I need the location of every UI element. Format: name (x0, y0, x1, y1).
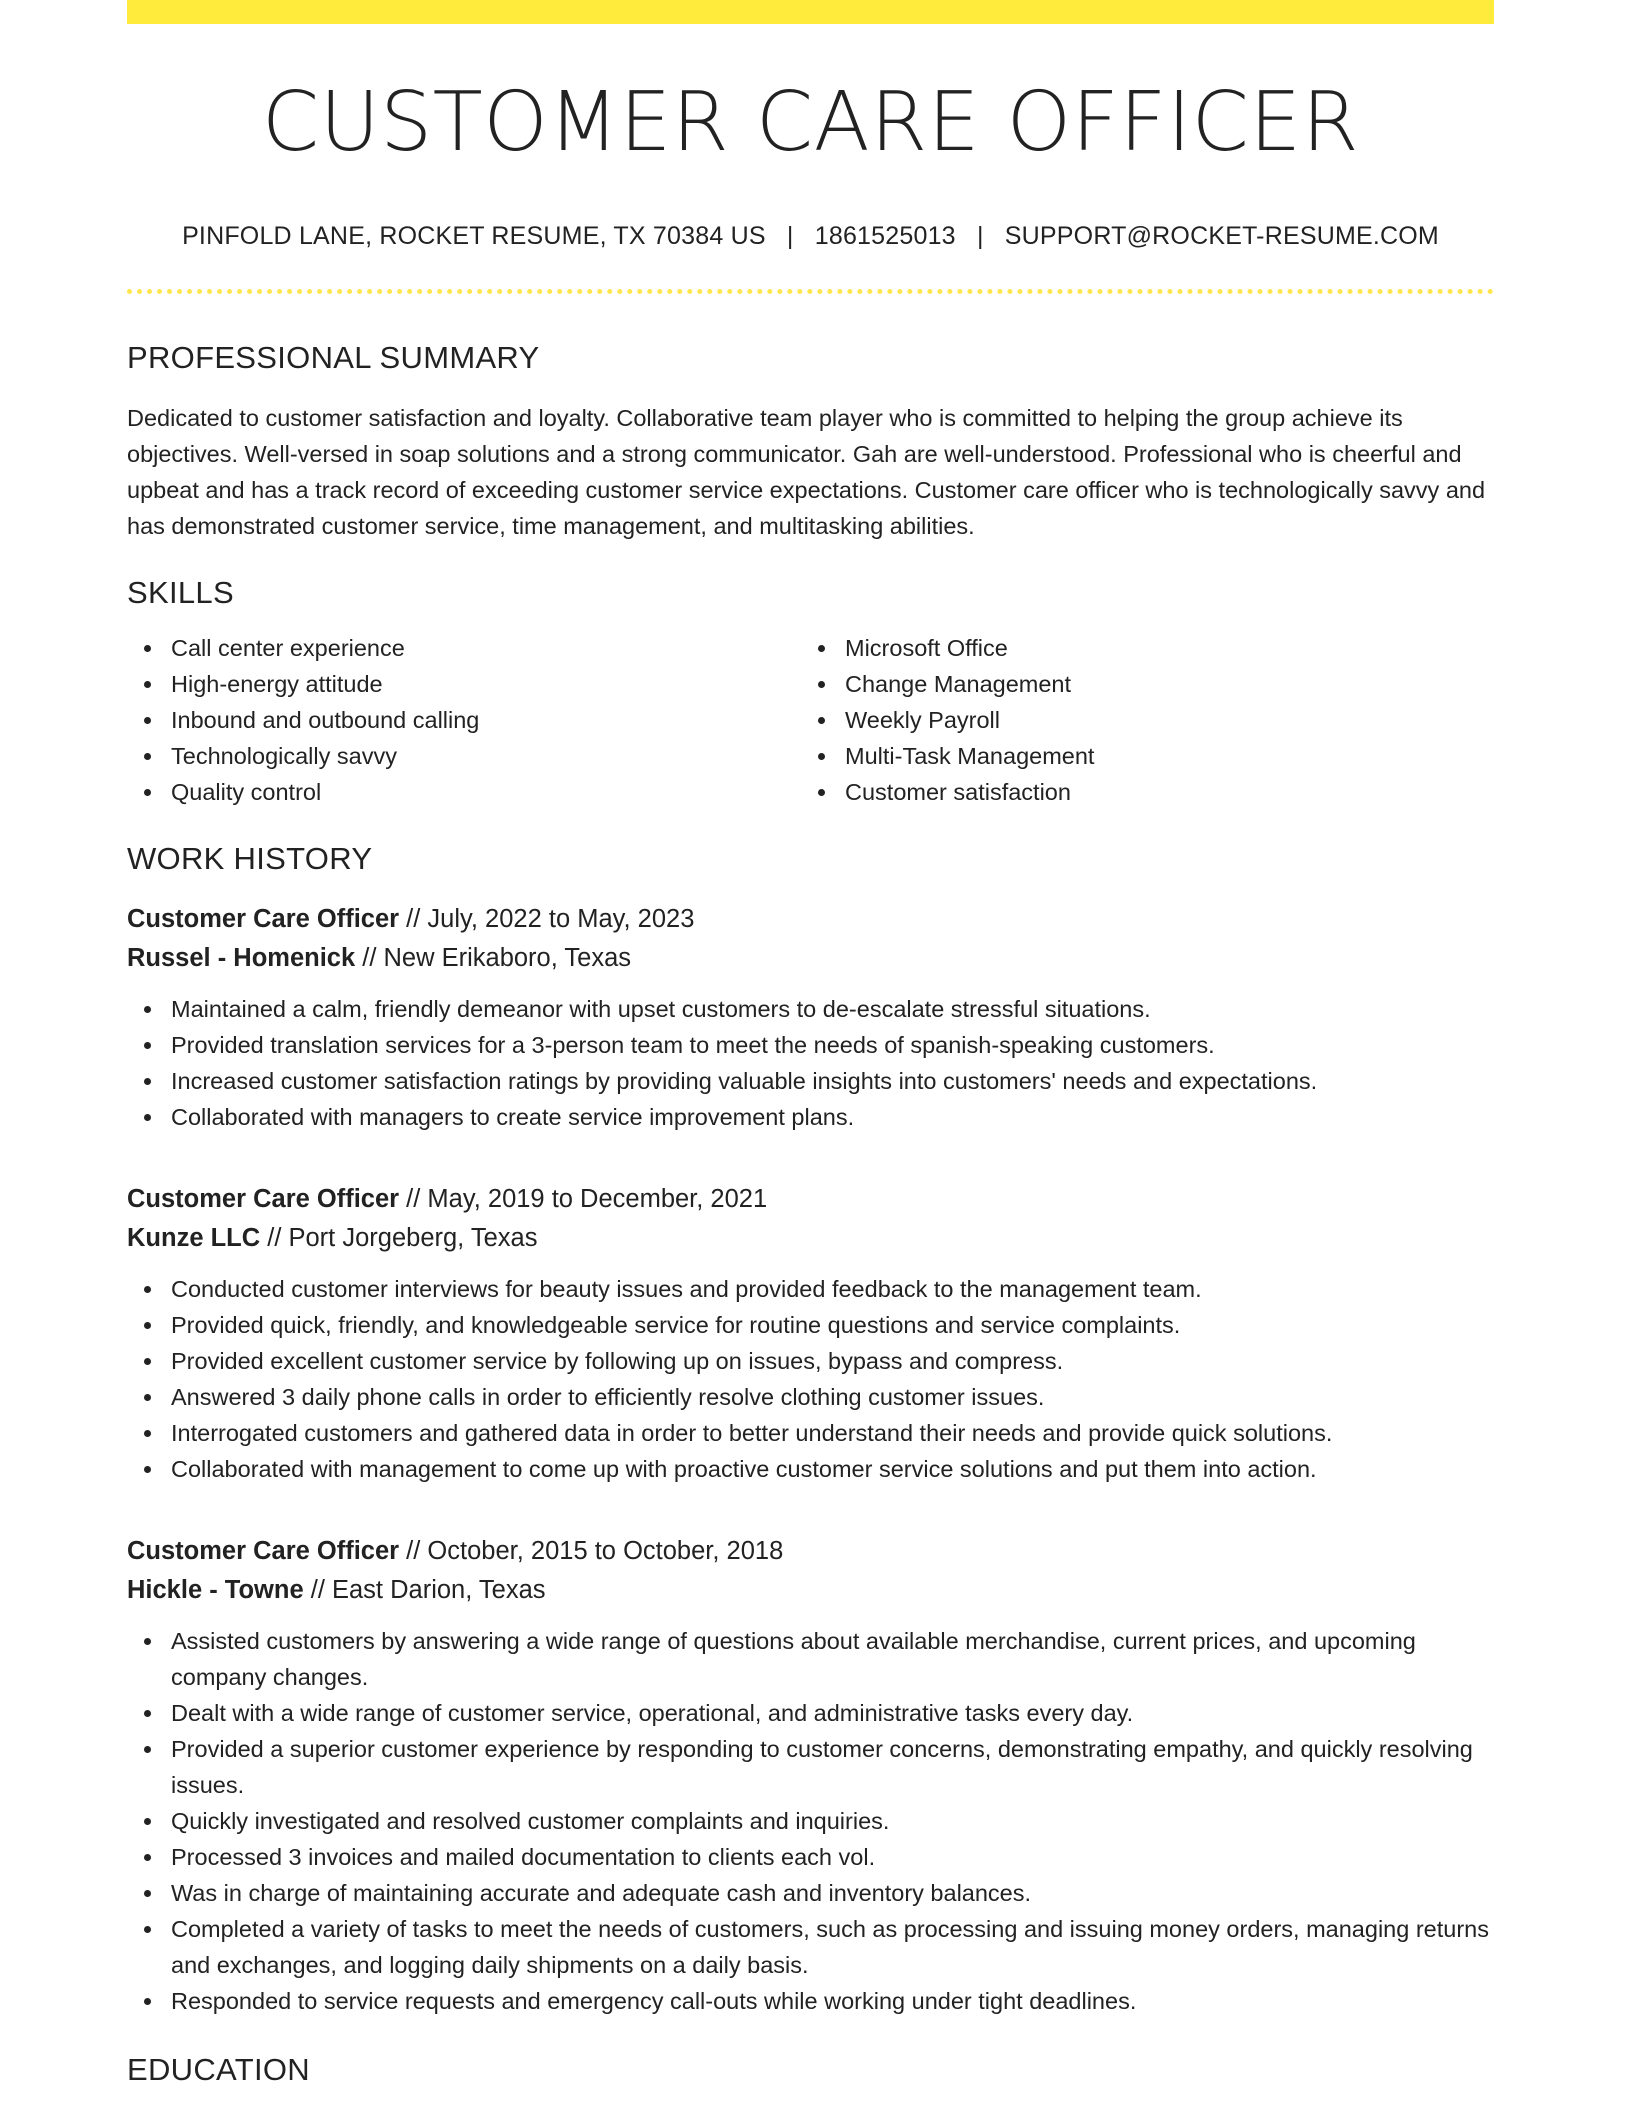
job-bullet: Increased customer satisfaction ratings by providing valuable insights into customers' needs and expectations. (127, 1063, 1494, 1099)
skills-column-right (801, 630, 1475, 810)
job-bullets (127, 991, 1494, 1135)
skill-item: Call center experience (127, 630, 801, 666)
skills-list (127, 630, 1494, 810)
job-bullet: Was in charge of maintaining accurate and adequate cash and inventory balances. (127, 1875, 1494, 1911)
contact-address: PINFOLD LANE, ROCKET RESUME, TX 70384 US (182, 222, 766, 250)
job-dates: // July, 2022 to May, 2023 (399, 904, 695, 933)
skills-heading: SKILLS (127, 575, 234, 611)
summary-heading: PROFESSIONAL SUMMARY (127, 340, 540, 375)
dotted-divider (127, 289, 1494, 294)
skill-item: Multi-Task Management (801, 738, 1475, 774)
skills-column-left (127, 630, 801, 810)
job-bullet: Conducted customer interviews for beauty issues and provided feedback to the management team. (127, 1271, 1494, 1307)
job-bullet: Quickly investigated and resolved customer complaints and inquiries. (127, 1803, 1494, 1839)
job-bullet: Dealt with a wide range of customer service, operational, and administrative tasks every day. (127, 1695, 1494, 1731)
job-location: // East Darion, Texas (303, 1575, 546, 1604)
job-bullet: Interrogated customers and gathered data in order to better understand their needs and provide quick solutions. (127, 1415, 1494, 1451)
job-bullet: Answered 3 daily phone calls in order to efficiently resolve clothing customer issues. (127, 1379, 1494, 1415)
job-company: Russel - Homenick (127, 943, 356, 972)
skill-item: Quality control (127, 774, 801, 810)
job-company-line (127, 1571, 1494, 1610)
job-bullet: Collaborated with managers to create service improvement plans. (127, 1099, 1494, 1135)
job-role: Customer Care Officer (127, 904, 400, 933)
job-entry (127, 1532, 1494, 2019)
job-bullet: Collaborated with management to come up with proactive customer service solutions and put them into action. (127, 1451, 1494, 1487)
job-bullet: Assisted customers by answering a wide range of questions about available merchandise, current prices, and upcoming company changes. (127, 1623, 1494, 1695)
job-role-line (127, 1180, 1494, 1219)
job-role-line (127, 900, 1494, 939)
contact-line (127, 222, 1494, 251)
resume-page (127, 0, 1494, 2088)
job-dates: // May, 2019 to December, 2021 (399, 1184, 768, 1213)
skill-item: Microsoft Office (801, 630, 1475, 666)
job-location: // New Erikaboro, Texas (355, 943, 632, 972)
job-role: Customer Care Officer (127, 1536, 400, 1565)
education-heading: EDUCATION (127, 2051, 310, 2087)
job-bullets (127, 1271, 1494, 1487)
skill-item: Inbound and outbound calling (127, 702, 801, 738)
work-history-heading: WORK HISTORY (127, 841, 373, 877)
summary-text: Dedicated to customer satisfaction and loyalty. Collaborative team player who is committed to helping the group achieve its objectives. Well-versed in soap solutions and a strong communicator. Gah are well-understood. Professional who is cheerful and upbeat and has a track record of exceeding customer service expectations. Customer care officer who is technologically savvy and has demonstrated customer service, time management, and multitasking abilities. (127, 405, 1486, 540)
job-company: Hickle - Towne (127, 1575, 304, 1604)
job-role-line (127, 1532, 1494, 1571)
job-company-line (127, 939, 1494, 978)
skill-item: Technologically savvy (127, 738, 801, 774)
job-company-line (127, 1219, 1494, 1258)
job-entry (127, 900, 1494, 1135)
skill-item: Change Management (801, 666, 1475, 702)
contact-email: SUPPORT@ROCKET-RESUME.COM (1004, 222, 1439, 250)
accent-top-bar (127, 0, 1494, 24)
job-location: // Port Jorgeberg, Texas (260, 1223, 538, 1252)
resume-title: CUSTOMER CARE OFFICER (261, 75, 1360, 170)
job-bullet: Provided translation services for a 3-person team to meet the needs of spanish-speaking customers. (127, 1027, 1494, 1063)
job-dates: // October, 2015 to October, 2018 (399, 1536, 784, 1565)
job-bullet: Provided quick, friendly, and knowledgeable service for routine questions and service complaints. (127, 1307, 1494, 1343)
skill-item: Weekly Payroll (801, 702, 1475, 738)
contact-separator: | (976, 222, 984, 250)
skill-item: Customer satisfaction (801, 774, 1475, 810)
job-company: Kunze LLC (127, 1223, 261, 1252)
contact-separator: | (786, 222, 794, 250)
contact-phone: 1861525013 (814, 222, 956, 250)
job-bullet: Provided a superior customer experience by responding to customer concerns, demonstrating empathy, and quickly resolving issues. (127, 1731, 1494, 1803)
job-bullets (127, 1623, 1494, 2019)
job-bullet: Completed a variety of tasks to meet the needs of customers, such as processing and issuing money orders, managing returns and exchanges, and logging daily shipments on a daily basis. (127, 1911, 1494, 1983)
job-bullet: Processed 3 invoices and mailed documentation to clients each vol. (127, 1839, 1494, 1875)
skill-item: High-energy attitude (127, 666, 801, 702)
job-role: Customer Care Officer (127, 1184, 400, 1213)
job-entry (127, 1180, 1494, 1487)
job-bullet: Responded to service requests and emergency call-outs while working under tight deadlines. (127, 1983, 1494, 2019)
job-bullet: Maintained a calm, friendly demeanor with upset customers to de-escalate stressful situations. (127, 991, 1494, 1027)
job-bullet: Provided excellent customer service by following up on issues, bypass and compress. (127, 1343, 1494, 1379)
